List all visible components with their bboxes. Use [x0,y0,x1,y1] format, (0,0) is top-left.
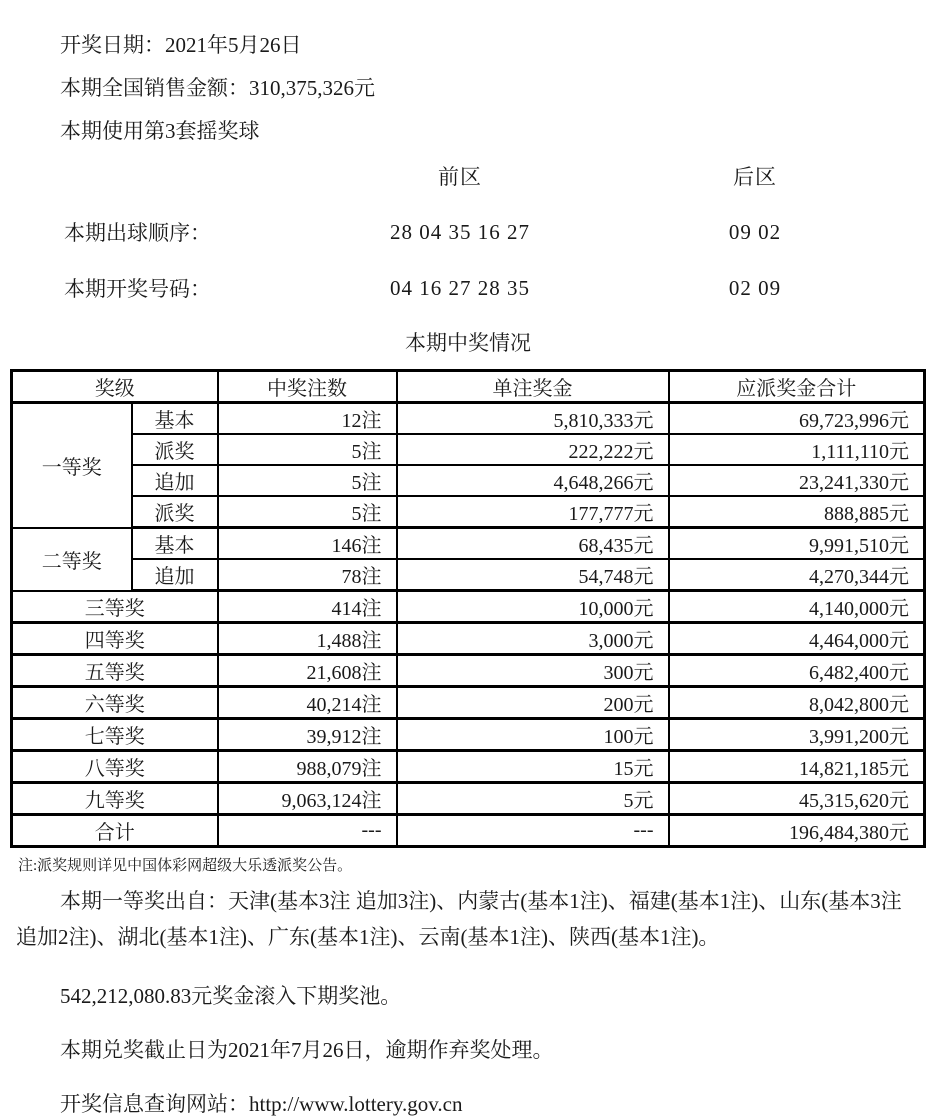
count-cell: 39,912注 [218,719,397,751]
total-payout-cell: 888,885元 [669,496,925,528]
prize-level-cell: 二等奖 [12,528,132,591]
single-prize-cell: 100元 [397,719,669,751]
winning-numbers-label: 本期开奖号码： [64,277,211,301]
table-row [12,751,925,783]
total-payout-cell: 14,821,185元 [669,751,925,783]
total-payout-cell: 8,042,800元 [669,687,925,719]
single-prize-cell: 177,777元 [397,496,669,528]
count-cell: 5注 [218,434,397,465]
single-prize-cell: 222,222元 [397,434,669,465]
col-header-winning-count: 中奖注数 [218,371,397,403]
count-cell: 5注 [218,465,397,496]
single-prize-cell: --- [397,815,669,847]
count-cell: 1,488注 [218,623,397,655]
total-payout-cell: 1,111,110元 [669,434,925,465]
count-cell: 5注 [218,496,397,528]
payout-rule-note: 注:派奖规则详见中国体彩网超级大乐透派奖公告。 [18,858,353,874]
winning-back-numbers: 02 09 [728,275,782,300]
info-website: 开奖信息查询网站：http://www.lottery.gov.cn [60,1092,463,1116]
prize-sub-type-cell: 基本 [132,528,218,560]
total-payout-cell: 45,315,620元 [669,783,925,815]
single-prize-cell: 68,435元 [397,528,669,560]
prize-level-cell: 四等奖 [12,623,218,655]
table-row [12,559,925,591]
total-payout-cell: 196,484,380元 [669,815,925,847]
col-header-single-prize: 单注奖金 [397,371,669,403]
total-payout-cell: 4,140,000元 [669,591,925,623]
table-row [12,719,925,751]
col-header-total-payout: 应派奖金合计 [669,371,925,403]
table-row [12,403,925,435]
single-prize-cell: 54,748元 [397,559,669,591]
table-header-row [12,371,925,403]
prize-sub-type-cell: 追加 [132,465,218,496]
count-cell: --- [218,815,397,847]
redemption-deadline: 本期兑奖截止日为2021年7月26日，逾期作弃奖处理。 [60,1038,554,1062]
count-cell: 21,608注 [218,655,397,687]
prize-sub-type-cell: 追加 [132,559,218,591]
table-row [12,528,925,560]
winning-numbers-row [0,273,936,303]
table-row [12,434,925,465]
col-header-prize-level: 奖级 [12,371,218,403]
prize-level-cell: 九等奖 [12,783,218,815]
prize-level-cell: 六等奖 [12,687,218,719]
prize-level-cell: 七等奖 [12,719,218,751]
prize-level-cell: 八等奖 [12,751,218,783]
count-cell: 78注 [218,559,397,591]
single-prize-cell: 3,000元 [397,623,669,655]
count-cell: 9,063,124注 [218,783,397,815]
first-prize-sources: 本期一等奖出自：天津(基本3注 追加3注)、内蒙古(基本1注)、福建(基本1注)、山东(基本3注 追加2注)、湖北(基本1注)、广东(基本1注)、云南(基本1注)、陕西(基本1注)。 [16,889,902,949]
count-cell: 146注 [218,528,397,560]
draw-date: 开奖日期：2021年5月26日 [60,33,302,57]
table-row-total [12,815,925,847]
rollover-amount: 542,212,080.83元奖金滚入下期奖池。 [60,984,402,1008]
table-row [12,623,925,655]
single-prize-cell: 10,000元 [397,591,669,623]
total-payout-cell: 4,464,000元 [669,623,925,655]
ball-set: 本期使用第3套摇奖球 [60,119,260,143]
table-row [12,655,925,687]
total-payout-cell: 6,482,400元 [669,655,925,687]
zone-header-row [0,161,936,191]
count-cell: 12注 [218,403,397,435]
prize-sub-type-cell: 派奖 [132,434,218,465]
sales-amount: 本期全国销售金额：310,375,326元 [60,76,375,100]
draw-order-row [0,217,936,247]
winning-front-numbers: 04 16 27 28 35 [390,275,530,300]
table-row [12,591,925,623]
count-cell: 414注 [218,591,397,623]
prize-level-cell: 三等奖 [12,591,218,623]
prize-level-cell: 合计 [12,815,218,847]
draw-order-label: 本期出球顺序： [64,221,211,245]
total-payout-cell: 3,991,200元 [669,719,925,751]
single-prize-cell: 300元 [397,655,669,687]
draw-order-back-numbers: 09 02 [728,219,782,244]
count-cell: 40,214注 [218,687,397,719]
total-payout-cell: 23,241,330元 [669,465,925,496]
total-payout-cell: 9,991,510元 [669,528,925,560]
single-prize-cell: 15元 [397,751,669,783]
front-zone-label: 前区 [438,165,482,189]
prize-level-cell: 一等奖 [12,403,132,528]
single-prize-cell: 4,648,266元 [397,465,669,496]
prize-table [10,369,926,848]
table-row [12,465,925,496]
back-zone-label: 后区 [733,165,777,189]
prize-level-cell: 五等奖 [12,655,218,687]
total-payout-cell: 4,270,344元 [669,559,925,591]
prize-sub-type-cell: 派奖 [132,496,218,528]
prize-sub-type-cell: 基本 [132,403,218,435]
draw-order-front-numbers: 28 04 35 16 27 [390,219,530,244]
single-prize-cell: 5元 [397,783,669,815]
total-payout-cell: 69,723,996元 [669,403,925,435]
count-cell: 988,079注 [218,751,397,783]
prize-table-title: 本期中奖情况 [405,331,531,355]
table-row [12,687,925,719]
single-prize-cell: 5,810,333元 [397,403,669,435]
table-row [12,783,925,815]
table-row [12,496,925,528]
single-prize-cell: 200元 [397,687,669,719]
